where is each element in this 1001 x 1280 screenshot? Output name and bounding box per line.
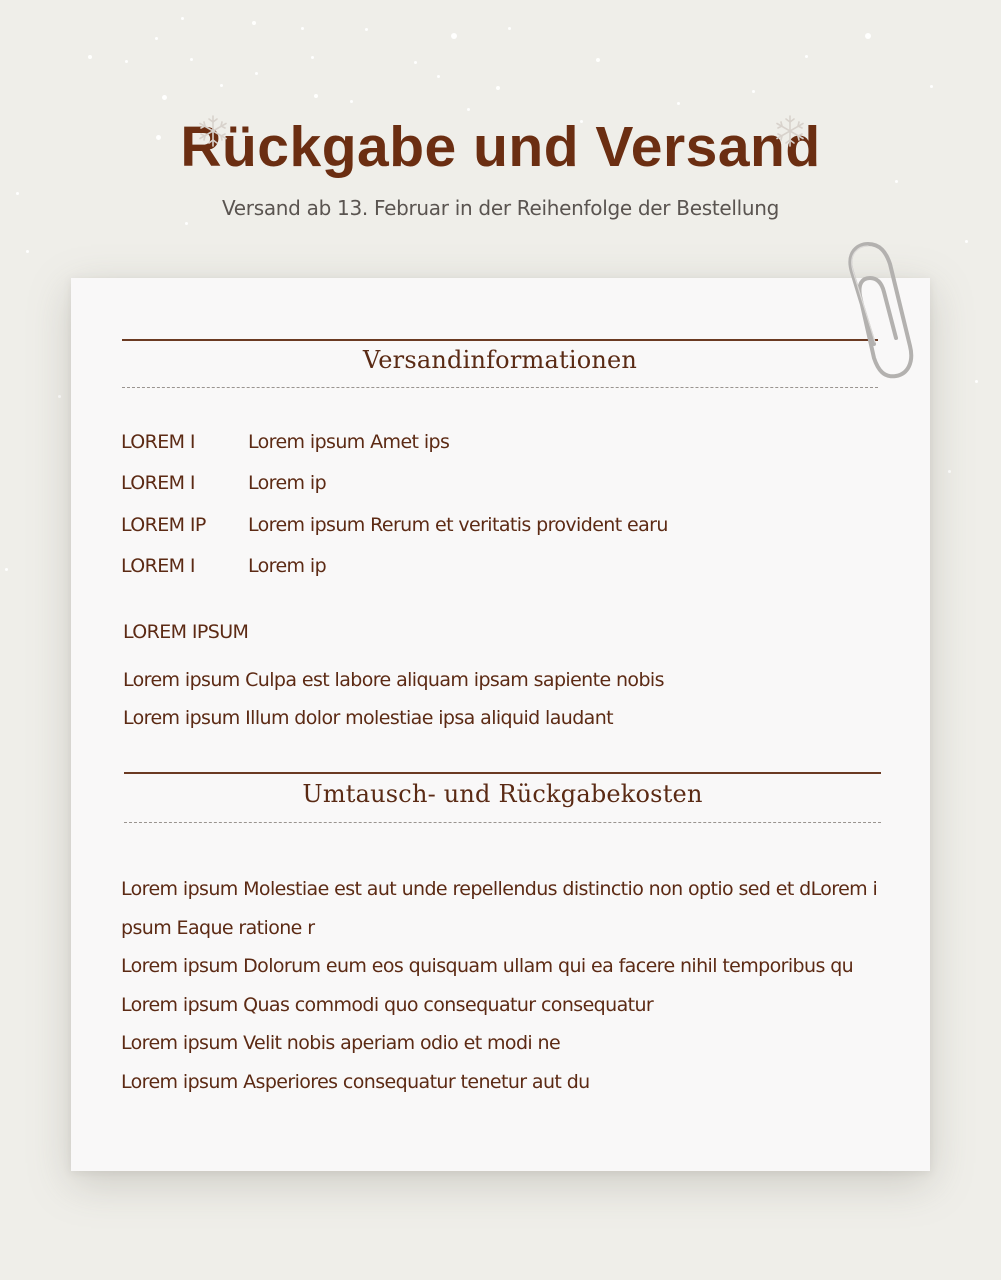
info-label: LOREM I — [121, 431, 195, 453]
subheading: LOREM IPSUM — [123, 621, 249, 643]
text-line: Lorem ipsum Culpa est labore aliquam ipsam sapiente nobis — [123, 669, 664, 691]
page-header — [0, 112, 1001, 182]
page-title — [180, 112, 820, 182]
snowflake-icon — [773, 114, 807, 148]
info-label: LOREM I — [121, 555, 195, 577]
snowflake-icon — [196, 114, 230, 148]
section-dashed-divider — [122, 387, 878, 388]
text-line: Lorem ipsum Quas commodi quo consequatur consequatur — [121, 994, 654, 1016]
section-dashed-divider — [124, 822, 881, 823]
section-divider — [124, 772, 881, 774]
info-value: Lorem ip — [248, 472, 327, 494]
page-subtitle: Versand ab 13. Februar in der Reihenfolge der Bestellung — [221, 196, 780, 220]
info-value: Lorem ip — [248, 555, 327, 577]
text-line: Lorem ipsum Asperiores consequatur tenetur aut du — [121, 1071, 590, 1093]
page-title-text: Rückgabe und Versand — [180, 115, 821, 179]
text-line: Lorem ipsum Molestiae est aut unde repellendus distinctio non optio sed et dLorem i — [121, 878, 878, 900]
info-value: Lorem ipsum Rerum et veritatis provident earu — [248, 514, 668, 536]
info-value: Lorem ipsum Amet ips — [248, 431, 450, 453]
text-line: Lorem ipsum Illum dolor molestiae ipsa aliquid laudant — [123, 707, 613, 729]
text-line: Lorem ipsum Velit nobis aperiam odio et modi ne — [121, 1032, 561, 1054]
text-line: psum Eaque ratione r — [121, 917, 315, 939]
text-line: Lorem ipsum Dolorum eum eos quisquam ullam qui ea facere nihil temporibus qu — [121, 955, 854, 977]
paperclip-icon — [838, 238, 918, 388]
info-label: LOREM IP — [121, 514, 206, 536]
section-title-shipping: Versandinformationen — [362, 346, 638, 374]
section-title-returns: Umtausch- und Rückgabekosten — [302, 780, 703, 808]
section-divider — [122, 339, 878, 341]
info-label: LOREM I — [121, 472, 195, 494]
